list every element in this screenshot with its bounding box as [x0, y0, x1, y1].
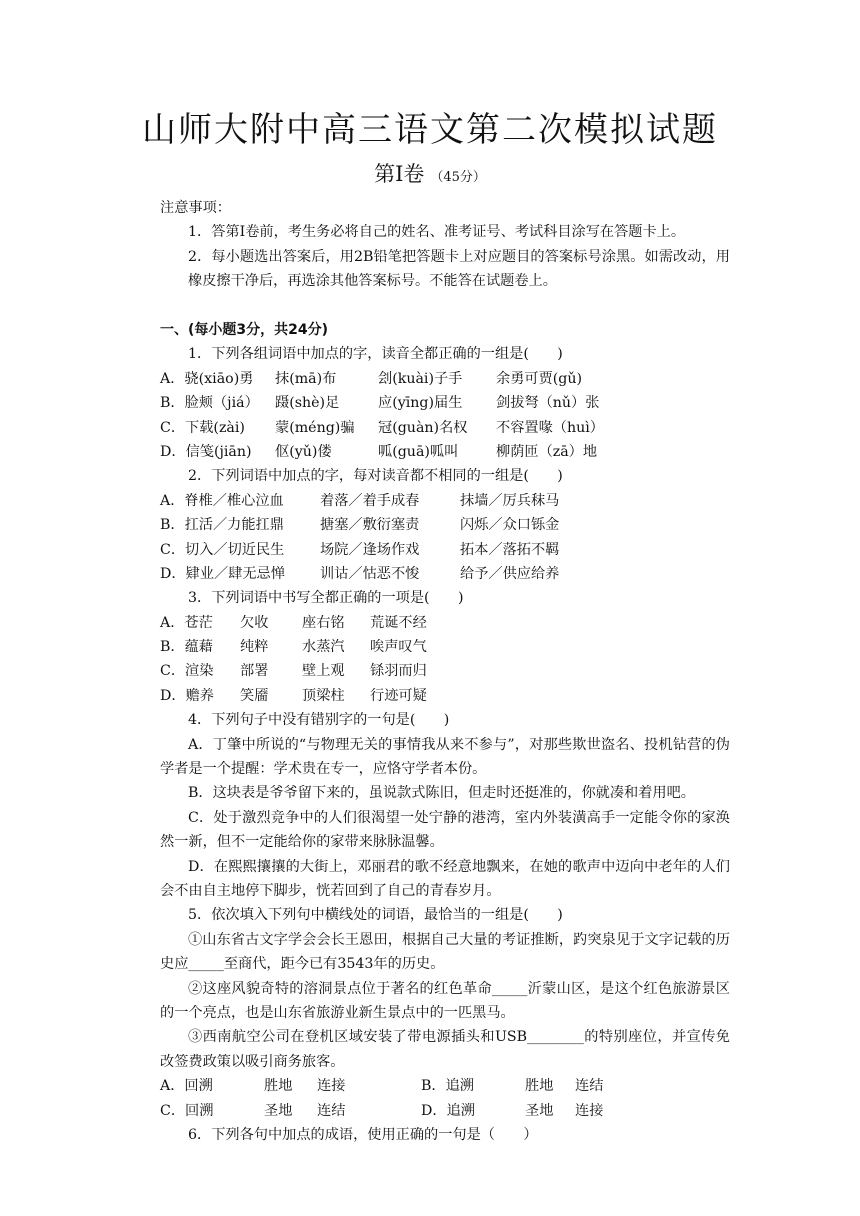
q5-stem: 5．依次填入下列句中横线处的词语，最恰当的一组是( )	[188, 907, 563, 924]
exam-body	[160, 196, 730, 1147]
option-cell: 抹墙／厉兵秣马	[460, 492, 560, 509]
option-cell: 抹(mā)布	[275, 370, 337, 387]
option-cell: 铩羽而归	[370, 663, 427, 680]
option-cell: B．追溯	[421, 1078, 474, 1095]
q4-option-b: B．这块表是爷爷留下来的，虽说款式陈旧，但走时还挺准的，你就凑和着用吧。	[188, 785, 695, 802]
q1-option-c	[160, 416, 730, 440]
option-cell: 拓本／落拓不羁	[460, 541, 560, 558]
option-cell: 场院／逢场作戏	[320, 541, 420, 558]
option-cell: D．肄业／肆无忌惮	[160, 565, 285, 582]
option-cell: 纯粹	[240, 639, 269, 656]
q5-sentence-3: ③西南航空公司在登机区域安装了带电源插头和USB________的特别座位，并宣传免改签费政策以吸引商务旅客。	[160, 1029, 730, 1070]
q3-option-d	[160, 684, 730, 708]
q4-option-d: D．在熙熙攘攘的大街上，邓丽君的歌不经意地飘来，在她的歌声中迈向中老年的人们会不由自主地停下脚步，恍若回到了自己的青春岁月。	[160, 858, 730, 900]
section-1-heading: 一、(每小题3分，共24分)	[160, 321, 329, 338]
option-cell: 壁上观	[302, 663, 345, 680]
q3-option-c	[160, 659, 730, 683]
option-cell: 座右铭	[302, 614, 345, 631]
option-cell: 连结	[317, 1102, 346, 1119]
option-cell: A．骁(xiāo)勇	[160, 370, 254, 387]
q5-sentence-1: ①山东省古文字学会会长王恩田，根据自己大量的考证推断，趵突泉见于文字记载的历史应_____至商代，距今已有3543年的历史。	[160, 931, 730, 973]
q1-stem: 1．下列各组词语中加点的字，读音全都正确的一组是( )	[188, 346, 563, 363]
q4-stem: 4．下列句子中没有错别字的一句是( )	[188, 712, 450, 729]
option-cell: 顶梁柱	[302, 687, 345, 704]
option-cell: 唉声叹气	[370, 639, 427, 656]
option-cell: 连结	[575, 1078, 604, 1095]
q4-option-a: A．丁肇中所说的“与物理无关的事情我从来不参与”，对那些欺世盗名、投机钻营的伪学者是一个提醒：学术贵在专一，应恪守学者本份。	[160, 736, 730, 778]
option-cell: D．赡养	[160, 687, 214, 704]
option-cell: 冠(guàn)名权	[378, 419, 468, 436]
option-cell: 训诂／怙恶不悛	[320, 565, 420, 582]
option-cell: 蒙(méng)骗	[275, 419, 355, 436]
option-cell: 欠收	[240, 614, 269, 631]
option-cell: B．蕴藉	[160, 639, 213, 656]
option-cell: 圣地	[525, 1102, 554, 1119]
q3-option-a	[160, 611, 730, 635]
option-cell: 剑拔弩（nǔ）张	[496, 395, 600, 412]
option-cell: 行迹可疑	[370, 687, 427, 704]
option-cell: 不容置喙（huì）	[496, 419, 604, 436]
volume-score: （45分）	[430, 170, 486, 185]
option-cell: D．信笺(jiān)	[160, 443, 252, 460]
option-cell: 伛(yǔ)偻	[275, 443, 332, 460]
q3-option-b	[160, 635, 730, 659]
q5-sentence-2: ②这座风貌奇特的溶洞景点位于著名的红色革命_____沂蒙山区，是这个红色旅游景区的一个亮点，也是山东省旅游业新生景点中的一匹黑马。	[160, 980, 730, 1022]
q3-stem: 3．下列词语中书写全都正确的一项是( )	[188, 590, 464, 607]
option-cell: 着落／着手成春	[320, 492, 420, 509]
notice-item-1: 1．答第Ⅰ卷前，考生务必将自己的姓名、准考证号、考试科目涂写在答题卡上。	[188, 224, 686, 241]
page-title: 山师大附中高三语文第二次模拟试题	[142, 110, 718, 150]
option-cell: 圣地	[264, 1102, 293, 1119]
option-cell: B．脸颊（jiá）	[160, 395, 259, 412]
option-cell: 呱(guā)呱叫	[378, 443, 459, 460]
option-cell: C．回溯	[160, 1102, 214, 1119]
option-cell: 连接	[317, 1078, 346, 1095]
notice-heading: 注意事项：	[160, 200, 231, 216]
q2-option-b	[160, 513, 730, 537]
q2-option-d	[160, 562, 730, 586]
option-cell: 闪烁／众口铄金	[460, 517, 560, 534]
q1-option-d	[160, 440, 730, 464]
volume-heading	[0, 160, 860, 192]
q6-stem: 6．下列各句中加点的成语，使用正确的一句是（ ）	[188, 1127, 538, 1144]
q1-option-a	[160, 367, 730, 391]
option-cell: 搪塞／敷衍塞责	[320, 517, 420, 534]
q5-options-row-1	[160, 1074, 730, 1098]
notice-item-2	[160, 245, 730, 294]
option-cell: 余勇可贾(gǔ)	[496, 370, 583, 387]
option-cell: 胜地	[264, 1078, 293, 1095]
q2-stem: 2．下列词语中加点的字，每对读音都不相同的一组是( )	[188, 468, 563, 485]
q4-option-c: C．处于激烈竞争中的人们很渴望一处宁静的港湾，室内外装潢高手一定能令你的家涣然一新，但不一定能给你的家带来脉脉温馨。	[160, 809, 730, 851]
option-cell: 刽(kuài)子手	[378, 370, 463, 387]
option-cell: 连接	[575, 1102, 604, 1119]
option-cell: A．回溯	[160, 1078, 213, 1095]
option-cell: C．渲染	[160, 663, 214, 680]
volume-label: 第Ⅰ卷	[374, 162, 425, 186]
option-cell: C．下载(zài)	[160, 419, 245, 436]
q2-option-a	[160, 489, 730, 513]
option-cell: A．脊椎／椎心泣血	[160, 492, 284, 509]
option-cell: 水蒸汽	[302, 639, 345, 656]
option-cell: B．扛活／力能扛鼎	[160, 517, 284, 534]
option-cell: 胜地	[525, 1078, 554, 1095]
option-cell: 荒诞不经	[370, 614, 427, 631]
option-cell: 应(yīng)届生	[378, 395, 463, 412]
notice-item-2-text: 2．每小题选出答案后，用2B铅笔把答题卡上对应题目的答案标号涂黑。如需改动，用橡皮擦干净后，再选涂其他答案标号。不能答在试题卷上。	[188, 248, 730, 290]
q2-option-c	[160, 538, 730, 562]
option-cell: 蹑(shè)足	[275, 395, 340, 412]
option-cell: A．苍茫	[160, 614, 213, 631]
option-cell: D．追溯	[421, 1102, 475, 1119]
option-cell: 笑靥	[240, 687, 269, 704]
option-cell: 部署	[240, 663, 269, 680]
q1-option-b	[160, 391, 730, 415]
option-cell: 给予／供应给养	[460, 565, 560, 582]
option-cell: C．切入／切近民生	[160, 541, 285, 558]
option-cell: 柳荫匝（zā）地	[496, 443, 598, 460]
q5-options-row-2	[160, 1099, 730, 1123]
